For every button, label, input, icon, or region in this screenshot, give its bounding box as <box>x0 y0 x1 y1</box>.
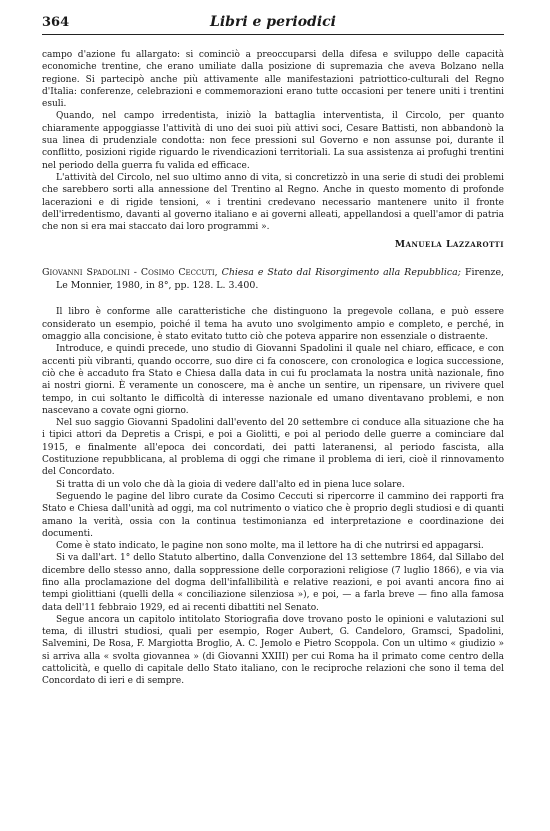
paragraph: Quando, nel campo irredentista, iniziò la battaglia interventista, il Circolo, per quanto chiaramente appoggiasse l'attività di uno dei suoi più attivi soci, Cesare Battisti, non abbandonò la sua linea di prudenziale condotta: non fece pressioni sul Governo e non assunse poi, durante il conflitto, posizioni rigide riguardo le rivendicazioni territoriali. La sua assistenza ai profughi trentini nel periodo della guerra fu valida ed efficace. <box>42 111 504 171</box>
book-authors: Giovanni Spadolini - Cosimo Ceccuti, <box>42 267 218 279</box>
paragraph: Introduce, e quindi precede, uno studio di Giovanni Spadolini il quale nel chiaro, efficace, e con accenti più vibranti, quando occorre, suo dire ci fa conoscere, con cronologica e logica successione, ciò che è accaduto fra Stato e Chiesa dalla data in cui fu proclamata la nostra unità nazionale, fino ai nostri giorni. È veramente un conoscere, ma è anche un sentire, un ripensare, un rivivere quel tempo, in cui soltanto le difficoltà di interesse nazionale ed umano diventavano problemi, e non nascevano a covate ogni giorno. <box>42 344 504 416</box>
review-1 <box>42 49 504 250</box>
book-title: Chiesa e Stato dal Risorgimento alla Repubblica; <box>221 267 461 279</box>
running-title: Libri e periodici <box>210 14 336 30</box>
paragraph: Si va dall'art. 1° dello Statuto albertino, dalla Convenzione del 13 settembre 1864, dal Sillabo del dicembre dello stesso anno, dalla soppressione delle corporazioni religiose (7 luglio 1866), e via via fino alla proclamazione del dogma dell'infallibilità e relative reazioni, e poi avanti ancora fino ai tempi giolittiani (quelli della « conciliazione silenziosa »), e poi, — a farla breve — fino alla famosa data dell'11 febbraio 1929, ed ai recenti dibattiti nel Senato. <box>42 553 504 613</box>
review-signature: Manuela Lazzarotti <box>394 239 504 251</box>
paragraph: campo d'azione fu allargato: si cominciò a preoccuparsi della difesa e sviluppo delle capacità economiche trentine, che erano umiliate dalla posizione di supremazia che aveva Bolzano nella regione. Si partecipò anche più attivamente alle manifestazioni patriottico-culturali del Regno d'Italia: conferenze, celebrazioni e commemorazioni erano tutte occasioni per tenere uniti i trentini esuli. <box>42 50 504 110</box>
page-number: 364 <box>42 15 70 30</box>
book-details: Firenze, Le Monnier, 1980, in 8°, pp. 128. L. 3.400. <box>56 267 504 292</box>
paragraph: Il libro è conforme alle caratteristiche che distinguono la pregevole collana, e può essere considerato un esempio, poiché il tema ha avuto uno svolgimento ampio e completo, e perché, in omaggio alla concisione, è stato evitato tutto ciò che poteva apparire non essenziale o distraente. <box>42 307 504 343</box>
book-reference <box>42 266 504 292</box>
paragraph: L'attività del Circolo, nel suo ultimo anno di vita, si concretizzò in una serie di studi dei problemi che sarebbero sorti alla annessione del Trentino al Regno. Anche in questo momento di profonde lacerazioni e di rigide tensioni, « i trentini credevano necessario mantenere unito il fronte dell'irredentismo, davanti al governo italiano e ai governi alleati, appellandosi a quell'amor di patria che non si era mai staccato dai loro programmi ». <box>42 172 504 233</box>
page-header <box>42 14 504 35</box>
paragraph: Si tratta di un volo che dà la gioia di vedere dall'alto ed in piena luce solare. <box>56 479 405 490</box>
paragraph: Come è stato indicato, le pagine non sono molte, ma il lettore ha di che nutrirsi ed appagarsi. <box>56 541 484 552</box>
paragraph: Segue ancora un capitolo intitolato Storiografia dove trovano posto le opinioni e valutazioni sul tema, di illustri studiosi, quali per esempio, Roger Aubert, G. Candeloro, Gramsci, Spadolini, Salvemini, De Rosa, F. Margiotta Broglio, A. C. Jemolo e Pietro Scoppola. Con un ultimo « giudizio » si arriva alla « svolta giovannea » (di Giovanni XXIII) per cui Roma ha il primato come centro della cattolicità, e quello di capitale dello Stato italiano, con le reciproche relazioni che sono il tema del Concordato di ieri e di sempre. <box>42 614 504 687</box>
paragraph: Nel suo saggio Giovanni Spadolini dall'evento del 20 settembre ci conduce alla situazione che ha i tipici attori da Depretis a Crispi, e poi a Giolitti, e poi al periodo delle guerre a cominciare dal 1915, e finalmente all'epoca dei concordati, dei patti lateranensi, al periodo fascista, alla Costituzione repubblicana, al problema di oggi che rimane il problema di ieri, cioè il rinnovamento del Concordato. <box>42 418 504 478</box>
paragraph: Seguendo le pagine del libro curate da Cosimo Ceccuti si ripercorre il cammino dei rapporti fra Stato e Chiesa dall'unità ad oggi, ma col nutrimento o viatico che è proprio degli studiosi e di quanti amano la verità, ossia con la continua testimonianza ed interpretazione e coordinazione dei documenti. <box>42 491 504 539</box>
review-2 <box>42 266 504 687</box>
